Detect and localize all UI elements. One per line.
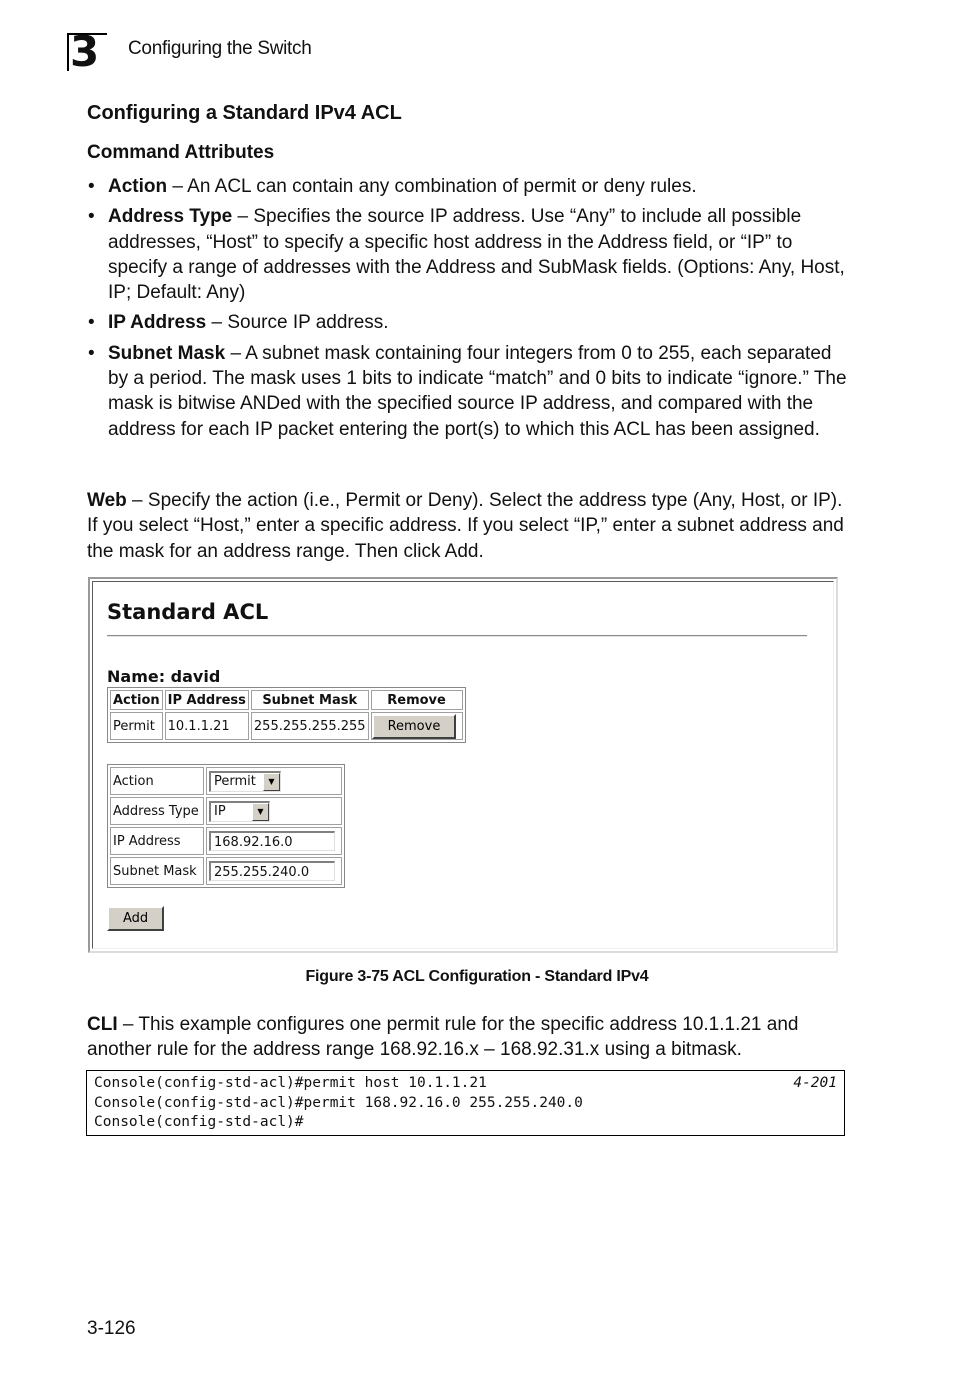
rule-remove-cell	[371, 712, 463, 740]
subnet-mask-cell	[206, 857, 342, 885]
cli-term: CLI	[87, 1014, 118, 1035]
dropdown-arrow-icon[interactable]: ▼	[263, 773, 280, 791]
list-item	[87, 204, 847, 305]
list-item	[87, 174, 847, 199]
running-head: Configuring the Switch	[128, 38, 312, 59]
screenshot-frame	[92, 581, 834, 949]
code-line	[94, 1074, 837, 1094]
list-item	[87, 310, 847, 335]
action-label: Action	[110, 767, 204, 795]
attribute-term: Subnet Mask	[108, 342, 226, 364]
chapter-number: 3	[70, 27, 100, 76]
ip-address-label: IP Address	[110, 827, 204, 855]
column-header-subnet-mask: Subnet Mask	[251, 690, 369, 710]
figure-caption: Figure 3-75 ACL Configuration - Standard IPv4	[305, 968, 649, 985]
form-row	[110, 797, 342, 825]
cli-code-block	[86, 1070, 845, 1136]
form-row	[110, 767, 342, 795]
code-line: Console(config-std-acl)#permit 168.92.16.0 255.255.240.0	[94, 1094, 583, 1111]
command-reference: 4-201	[793, 1075, 837, 1091]
add-button[interactable]: Add	[107, 906, 164, 931]
action-cell	[206, 767, 342, 795]
add-rule-form	[107, 764, 345, 888]
cli-text: – This example configures one permit rule for the specific address 10.1.1.21 and another rule for the address range 168.92.16.x – 168.92.31.x using a bitmask.	[87, 1014, 799, 1061]
subnet-mask-label: Subnet Mask	[110, 857, 204, 885]
subheading: Command Attributes	[87, 142, 275, 163]
section-title: Configuring a Standard IPv4 ACL	[87, 102, 402, 124]
list-item	[87, 341, 847, 442]
page-number: 3-126	[87, 1318, 136, 1339]
code-line-text: Console(config-std-acl)#permit host 10.1.1.21	[94, 1075, 487, 1091]
title-divider	[107, 635, 807, 637]
column-header-ip-address: IP Address	[165, 690, 249, 710]
action-selected-value: Permit	[214, 773, 256, 789]
web-text: – Specify the action (i.e., Permit or Deny). Select the address type (Any, Host, or IP). If you select “Host,” enter a specific address. If you select “IP,” enter a subnet address and the mask for an address range. Then click Add.	[87, 490, 844, 562]
table-header-row	[110, 690, 463, 710]
ip-address-cell	[206, 827, 342, 855]
code-line: Console(config-std-acl)#	[94, 1114, 304, 1131]
column-header-action: Action	[110, 690, 163, 710]
address-type-selected-value: IP	[214, 803, 226, 819]
action-select[interactable]	[209, 771, 281, 792]
web-paragraph	[87, 488, 847, 564]
dropdown-arrow-icon[interactable]: ▼	[252, 803, 269, 821]
attribute-description: – Specifies the source IP address. Use “Any” to include all possible addresses, “Host” to specify a specific host address in the Address field, or “IP” to specify a range of addresses with the Address and SubMask fields. (Options: Any, Host, IP; Default: Any)	[108, 206, 845, 304]
cli-paragraph	[87, 1012, 847, 1063]
standard-acl-screenshot	[88, 577, 838, 953]
rule-subnet-mask: 255.255.255.255	[251, 712, 369, 740]
table-row	[110, 712, 463, 740]
rule-ip-address: 10.1.1.21	[165, 712, 249, 740]
acl-rules-table	[107, 687, 466, 743]
attribute-description: – An ACL can contain any combination of permit or deny rules.	[167, 176, 697, 197]
acl-name-label: Name: david	[107, 667, 221, 686]
rule-action: Permit	[110, 712, 163, 740]
attribute-term: IP Address	[108, 312, 207, 334]
column-header-remove: Remove	[371, 690, 463, 710]
attribute-description: – Source IP address.	[206, 312, 389, 334]
attribute-term: Address Type	[108, 206, 233, 228]
address-type-label: Address Type	[110, 797, 204, 825]
ip-address-input[interactable]: 168.92.16.0	[209, 831, 335, 851]
address-type-cell	[206, 797, 342, 825]
screenshot-title: Standard ACL	[107, 600, 269, 624]
form-row	[110, 827, 342, 855]
form-row	[110, 857, 342, 885]
subnet-mask-input[interactable]: 255.255.240.0	[209, 861, 335, 881]
attribute-description: – A subnet mask containing four integers from 0 to 255, each separated by a period. The mask uses 1 bits to indicate “match” and 0 bits to indicate “ignore.” The mask is bitwise ANDed with the specified source IP address, and compared with the address for each IP packet entering the port(s) to which this ACL has been assigned.	[108, 342, 847, 440]
address-type-select[interactable]	[209, 801, 270, 822]
remove-button[interactable]: Remove	[372, 714, 457, 739]
attribute-list	[87, 174, 847, 447]
web-term: Web	[87, 490, 127, 511]
attribute-term: Action	[108, 176, 168, 197]
